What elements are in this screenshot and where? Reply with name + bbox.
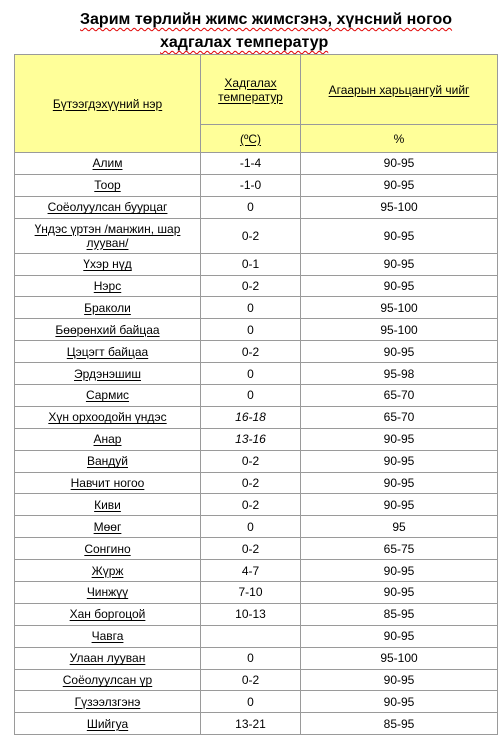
table-row [15, 494, 498, 516]
cell-temperature: 13-21 [201, 713, 301, 735]
cell-product-name-text: Нэрс [93, 279, 122, 293]
cell-product-name-text: Навчит ногоо [70, 476, 145, 491]
table-row [15, 196, 498, 218]
cell-temperature: 0-2 [201, 472, 301, 494]
page-title-text-2: хадгалах температур [160, 34, 329, 51]
cell-product-name-text: Хүн орхоодойн үндэс [48, 410, 167, 425]
cell-humidity: 95-100 [301, 196, 498, 218]
cell-product-name [15, 603, 201, 625]
cell-product-name-text: Сонгино [84, 541, 131, 556]
table-row [15, 669, 498, 691]
cell-temperature: 0-2 [201, 494, 301, 516]
cell-temperature: 0 [201, 196, 301, 218]
cell-humidity: 65-75 [301, 538, 498, 560]
table-row [15, 174, 498, 196]
cell-temperature: 0-2 [201, 450, 301, 472]
cell-humidity: 90-95 [301, 253, 498, 275]
cell-temperature: 0 [201, 647, 301, 669]
cell-temperature: 0 [201, 363, 301, 385]
cell-product-name [15, 669, 201, 691]
cell-humidity: 90-95 [301, 428, 498, 450]
table-row [15, 253, 498, 275]
cell-product-name-text: Бөөрөнхий байцаа [55, 322, 160, 337]
table-row [15, 385, 498, 407]
cell-product-name [15, 450, 201, 472]
cell-temperature: 0 [201, 385, 301, 407]
cell-temperature: 0 [201, 319, 301, 341]
cell-product-name-text: Эрдэнэшиш [74, 366, 141, 381]
cell-temperature: 0-2 [201, 538, 301, 560]
cell-product-name [15, 560, 201, 582]
cell-humidity: 90-95 [301, 669, 498, 691]
table-row [15, 516, 498, 538]
cell-temperature: 0-1 [201, 253, 301, 275]
cell-product-name-text: Соёолуулсан буурцаг [47, 200, 168, 215]
cell-humidity: 85-95 [301, 603, 498, 625]
header-temperature-text: Хадгалах температур [218, 75, 283, 104]
page-title-line-2 [0, 33, 503, 53]
cell-product-name [15, 472, 201, 494]
cell-product-name-text: Браколи [84, 300, 131, 315]
cell-product-name-text: Соёолуулсан үр [62, 673, 153, 688]
cell-temperature: 0-2 [201, 275, 301, 297]
cell-humidity: 95 [301, 516, 498, 538]
cell-humidity: 90-95 [301, 450, 498, 472]
table-row [15, 538, 498, 560]
table-row [15, 319, 498, 341]
cell-product-name-text: Вандуй [86, 454, 128, 469]
cell-product-name [15, 319, 201, 341]
cell-product-name [15, 385, 201, 407]
page-title-text-1: Зарим төрлийн жимс жимсгэнэ, хүнсний ногоо [80, 11, 453, 28]
cell-product-name [15, 428, 201, 450]
cell-product-name [15, 406, 201, 428]
table-row [15, 450, 498, 472]
cell-temperature: -1-4 [201, 153, 301, 175]
cell-humidity: 90-95 [301, 494, 498, 516]
cell-product-name-text: Тоор [94, 178, 121, 193]
cell-temperature: 4-7 [201, 560, 301, 582]
cell-product-name-text: Цэцэгт байцаа [66, 344, 149, 359]
cell-humidity: 90-95 [301, 341, 498, 363]
cell-temperature: 0-2 [201, 669, 301, 691]
header-product-name-text: Бүтээгдэхүүний нэр [52, 96, 163, 111]
table-row [15, 297, 498, 319]
table-row [15, 647, 498, 669]
unit-humidity: % [301, 125, 498, 153]
table-row [15, 428, 498, 450]
unit-temperature [201, 125, 301, 153]
cell-product-name [15, 341, 201, 363]
cell-product-name [15, 538, 201, 560]
cell-product-name-text: Гүзээлзгэнэ [74, 694, 141, 709]
page-title-line-1 [0, 10, 503, 30]
cell-product-name-text: Алим [92, 156, 123, 171]
header-temperature [201, 55, 301, 125]
table-row [15, 406, 498, 428]
header-humidity [301, 55, 498, 125]
cell-product-name-text: Үхэр нүд [83, 257, 132, 272]
cell-temperature: 0-2 [201, 341, 301, 363]
table-row [15, 625, 498, 647]
cell-humidity: 90-95 [301, 218, 498, 253]
cell-humidity: 95-100 [301, 319, 498, 341]
cell-product-name-text: Жүрж [91, 563, 124, 578]
cell-temperature: 10-13 [201, 603, 301, 625]
cell-product-name-text: Киви [94, 497, 121, 512]
cell-humidity: 95-100 [301, 297, 498, 319]
cell-product-name-text: Хан боргоцой [69, 607, 146, 622]
cell-temperature: 13-16 [201, 428, 301, 450]
table-row [15, 603, 498, 625]
cell-product-name-text: Улаан лууван [69, 651, 146, 666]
cell-product-name [15, 275, 201, 297]
cell-temperature: 0 [201, 516, 301, 538]
unit-temperature-text: (ºС) [239, 131, 262, 146]
cell-temperature: 0-2 [201, 218, 301, 253]
cell-humidity: 90-95 [301, 560, 498, 582]
table-row [15, 582, 498, 604]
cell-humidity: 90-95 [301, 625, 498, 647]
cell-product-name [15, 582, 201, 604]
table-row [15, 472, 498, 494]
cell-temperature: 0 [201, 691, 301, 713]
cell-product-name-text: Сармис [85, 388, 130, 403]
cell-product-name [15, 253, 201, 275]
cell-humidity: 65-70 [301, 406, 498, 428]
cell-temperature [201, 625, 301, 647]
cell-product-name [15, 647, 201, 669]
cell-product-name-text: Мөөг [93, 519, 122, 534]
cell-product-name-text: Чинжүү [86, 585, 129, 600]
cell-temperature: 16-18 [201, 406, 301, 428]
cell-humidity: 95-98 [301, 363, 498, 385]
table-row [15, 713, 498, 735]
table-row [15, 560, 498, 582]
cell-humidity: 90-95 [301, 275, 498, 297]
table-body [15, 153, 498, 735]
cell-humidity: 90-95 [301, 472, 498, 494]
table-row [15, 691, 498, 713]
header-product-name [15, 55, 201, 153]
storage-table [14, 54, 498, 735]
cell-product-name [15, 691, 201, 713]
table-row [15, 363, 498, 385]
cell-humidity: 90-95 [301, 582, 498, 604]
cell-product-name-text: Чавга [91, 629, 124, 644]
cell-humidity: 65-70 [301, 385, 498, 407]
cell-product-name [15, 297, 201, 319]
header-row [15, 55, 498, 125]
cell-product-name-text: Анар [93, 432, 122, 447]
cell-product-name-text: Үндэс үртэн /манжин, шар лууван/ [34, 221, 181, 250]
cell-product-name [15, 174, 201, 196]
cell-product-name-text: Шийгуа [86, 716, 129, 731]
table-row [15, 153, 498, 175]
cell-temperature: -1-0 [201, 174, 301, 196]
cell-humidity: 95-100 [301, 647, 498, 669]
table-header [15, 55, 498, 153]
cell-humidity: 90-95 [301, 174, 498, 196]
cell-product-name [15, 196, 201, 218]
cell-product-name [15, 363, 201, 385]
cell-humidity: 85-95 [301, 713, 498, 735]
table-row [15, 275, 498, 297]
cell-humidity: 90-95 [301, 691, 498, 713]
cell-humidity: 90-95 [301, 153, 498, 175]
header-humidity-text: Агаарын харьцангуй чийг [328, 82, 470, 97]
table-row [15, 341, 498, 363]
cell-product-name [15, 713, 201, 735]
cell-product-name [15, 218, 201, 253]
cell-product-name [15, 153, 201, 175]
cell-product-name [15, 516, 201, 538]
table-row [15, 218, 498, 253]
cell-product-name [15, 494, 201, 516]
cell-temperature: 7-10 [201, 582, 301, 604]
cell-temperature: 0 [201, 297, 301, 319]
cell-product-name [15, 625, 201, 647]
